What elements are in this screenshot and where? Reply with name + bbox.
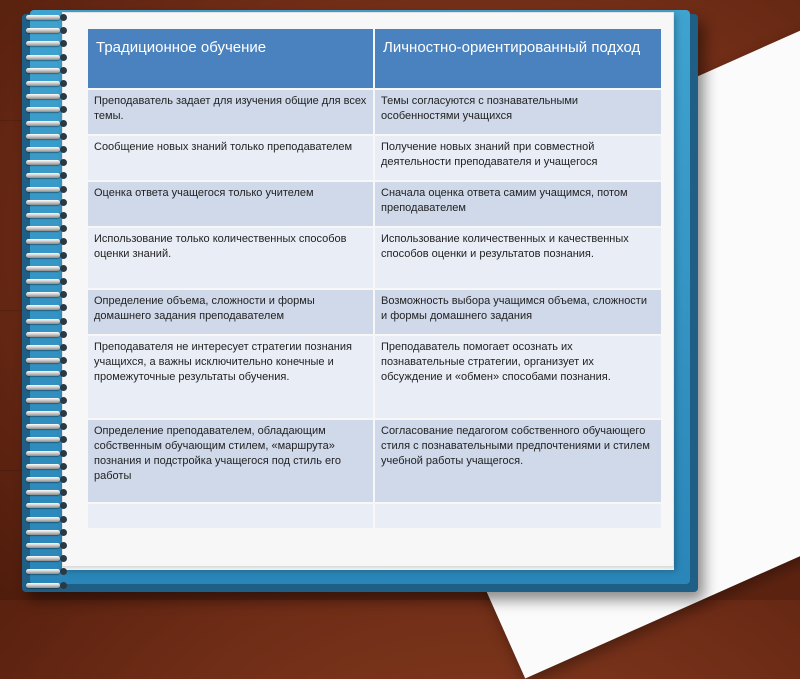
table-cell: Определение объема, сложности и формы домашнего задания преподавателем <box>88 289 374 335</box>
table-cell: Оценка ответа учащегося только учителем <box>88 181 374 227</box>
table-cell: Получение новых знаний при совместной деятельности преподавателя и учащегося <box>374 135 662 181</box>
spiral-ring <box>26 186 68 194</box>
spiral-ring <box>26 93 68 101</box>
table-row <box>88 335 662 419</box>
spiral-ring <box>26 529 68 537</box>
spiral-ring <box>26 225 68 233</box>
spiral-ring <box>26 54 68 62</box>
spiral-ring <box>26 555 68 563</box>
spiral-ring <box>26 252 68 260</box>
table-row <box>88 419 662 503</box>
spiral-ring <box>26 106 68 114</box>
spiral-ring <box>26 318 68 326</box>
spiral-ring <box>26 238 68 246</box>
spiral-ring <box>26 67 68 75</box>
table-cell: Возможность выбора учащимся объема, сложности и формы домашнего задания <box>374 289 662 335</box>
spiral-ring <box>26 436 68 444</box>
spiral-ring <box>26 212 68 220</box>
spiral-ring <box>26 172 68 180</box>
spiral-ring <box>26 344 68 352</box>
spiral-ring <box>26 120 68 128</box>
table-cell: Преподаватель помогает осознать их познавательные стратегии, организует их обсуждение и «обмен» способами познания. <box>374 335 662 419</box>
table-cell <box>88 503 374 529</box>
spiral-ring <box>26 516 68 524</box>
spiral-ring <box>26 582 68 590</box>
spiral-ring <box>26 476 68 484</box>
spiral-ring <box>26 27 68 35</box>
table-cell: Сообщение новых знаний только преподавателем <box>88 135 374 181</box>
spiral-ring <box>26 159 68 167</box>
table-cell: Сначала оценка ответа самим учащимся, потом преподавателем <box>374 181 662 227</box>
spiral-ring <box>26 397 68 405</box>
spiral-ring <box>26 80 68 88</box>
spiral-ring <box>26 384 68 392</box>
spiral-ring <box>26 291 68 299</box>
spiral-ring <box>26 304 68 312</box>
table-row <box>88 89 662 135</box>
spiral-ring <box>26 489 68 497</box>
spiral-ring <box>26 568 68 576</box>
spiral-ring <box>26 370 68 378</box>
table-cell: Использование количественных и качественных способов оценки и результатов познания. <box>374 227 662 289</box>
table-cell <box>374 503 662 529</box>
spiral-ring <box>26 357 68 365</box>
table-row <box>88 289 662 335</box>
spiral-ring <box>26 410 68 418</box>
table-cell: Темы согласуются с познавательными особенностями учащихся <box>374 89 662 135</box>
table-cell: Согласование педагогом собственного обучающего стиля с познавательными предпочтениями и стилем учебной работы учащегося. <box>374 419 662 503</box>
table-row <box>88 503 662 529</box>
spiral-ring <box>26 331 68 339</box>
comparison-table <box>88 29 663 530</box>
table-cell: Определение преподавателем, обладающим собственным обучающим стилем, «маршрута» познания и подстройка учащегося под стиль его работы <box>88 419 374 503</box>
spiral-binding <box>26 10 70 590</box>
table-cell: Преподаватель задает для изучения общие для всех темы. <box>88 89 374 135</box>
table-row <box>88 227 662 289</box>
header-traditional: Традиционное обучение <box>88 29 374 89</box>
page-edge <box>62 566 674 570</box>
table-header-row <box>88 29 662 89</box>
spiral-ring <box>26 14 68 22</box>
spiral-ring <box>26 502 68 510</box>
spiral-ring <box>26 133 68 141</box>
table-row <box>88 181 662 227</box>
spiral-ring <box>26 146 68 154</box>
spiral-ring <box>26 199 68 207</box>
spiral-ring <box>26 423 68 431</box>
table-cell: Использование только количественных способов оценки знаний. <box>88 227 374 289</box>
spiral-ring <box>26 542 68 550</box>
table-row <box>88 135 662 181</box>
spiral-ring <box>26 463 68 471</box>
header-person-oriented: Личностно-ориентированный подход <box>374 29 662 89</box>
spiral-ring <box>26 450 68 458</box>
spiral-ring <box>26 40 68 48</box>
spiral-ring <box>26 278 68 286</box>
table-cell: Преподавателя не интересует стратегии познания учащихся, а важны исключительно конечные и промежуточные результаты обучения. <box>88 335 374 419</box>
spiral-ring <box>26 265 68 273</box>
